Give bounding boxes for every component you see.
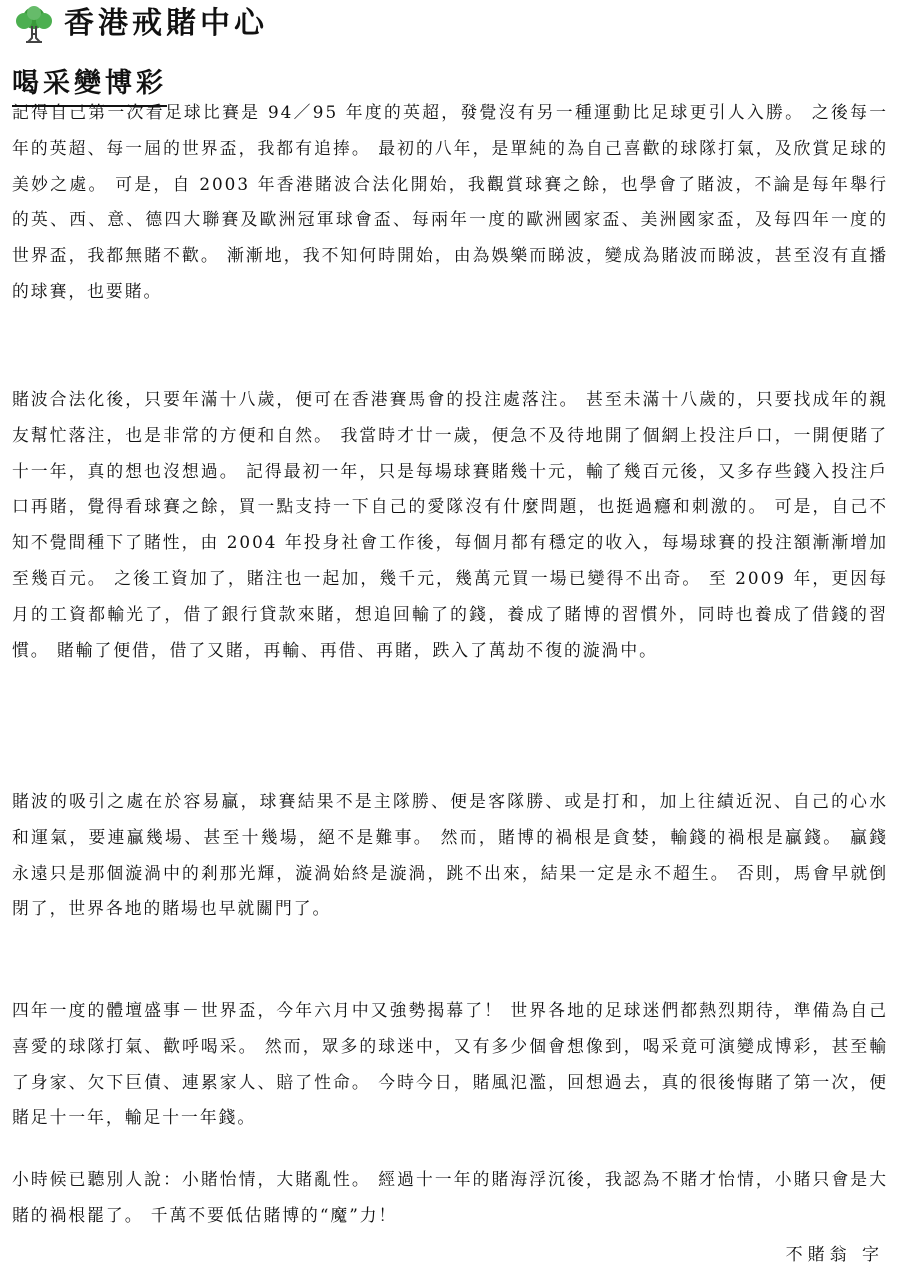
paragraph-5: 小時候已聽別人說：小賭怡情，大賭亂性。 經過十一年的賭海浮沉後，我認為不賭才怡情，小賭只會是大賭的禍根罷了。 千萬不要低估賭博的“魔”力！ xyxy=(12,1169,888,1225)
paragraph-3: 賭波的吸引之處在於容易贏，球賽結果不是主隊勝、便是客隊勝、或是打和，加上往績近況、自己的心水和運氣，要連贏幾場、甚至十幾場，絕不是難事。 然而，賭博的禍根是貪婪，輸錢的禍根是贏錢。 贏錢永遠只是那個漩渦中的剎那光輝，漩渦始終是漩渦，跳不出來，結果一定是永不超生。 否則，馬會早就倒閉了，世界各地的賭場也早就關門了。 xyxy=(12,791,888,919)
letterhead xyxy=(12,4,268,44)
organization-name: 香港戒賭中心 xyxy=(64,6,268,41)
article-title: 喝采變博彩 xyxy=(12,66,167,107)
author-signature: 不賭翁 字 xyxy=(785,1245,884,1265)
tree-logo-icon xyxy=(12,4,56,44)
paragraph-2: 賭波合法化後，只要年滿十八歲，便可在香港賽馬會的投注處落注。 甚至未滿十八歲的，只要找成年的親友幫忙落注，也是非常的方便和自然。 我當時才廿一歲，便急不及待地開了個網上投注戶口，一開便賭了十一年，真的想也沒想過。 記得最初一年，只是每場球賽賭幾十元，輸了幾百元後，又多存些錢入投注戶口再賭，覺得看球賽之餘，買一點支持一下自己的愛隊沒有什麼問題，也挺過癮和刺激的。 可是，自己不知不覺間種下了賭性，由 2004 年投身社會工作後，每個月都有穩定的收入，每場球賽的投注額漸漸增加至幾百元。 之後工資加了，賭注也一起加，幾千元，幾萬元買一場已變得不出奇。 至 2009 年，更因每月的工資都輸光了，借了銀行貸款來賭，想追回輸了的錢，養成了賭博的習慣外，同時也養成了借錢的習慣。 賭輸了便借，借了又賭，再輸、再借、再賭，跌入了萬劫不復的漩渦中。 xyxy=(12,389,888,660)
paragraph-1: 記得自己第一次看足球比賽是 94／95 年度的英超，發覺沒有另一種運動比足球更引人入勝。 之後每一年的英超、每一屆的世界盃，我都有追捧。 最初的八年，是單純的為自己喜歡的球隊打氣，及欣賞足球的美妙之處。 可是，自 2003 年香港賭波合法化開始，我觀賞球賽之餘，也學會了賭波，不論是每年舉行的英、西、意、德四大聯賽及歐洲冠軍球會盃、每兩年一度的歐洲國家盃、美洲國家盃，及每四年一度的世界盃，我都無賭不歡。 漸漸地，我不知何時開始，由為娛樂而睇波，變成為賭波而睇波，甚至沒有直播的球賽，也要賭。 xyxy=(12,102,888,301)
paragraph-4: 四年一度的體壇盛事－世界盃，今年六月中又強勢揭幕了！ 世界各地的足球迷們都熱烈期待，準備為自己喜愛的球隊打氣、歡呼喝采。 然而，眾多的球迷中，又有多少個會想像到，喝采竟可演變成博彩，甚至輸了身家、欠下巨債、連累家人、賠了性命。 今時今日，賭風氾濫，回想過去，真的很後悔賭了第一次，便賭足十一年，輸足十一年錢。 xyxy=(12,1000,888,1128)
